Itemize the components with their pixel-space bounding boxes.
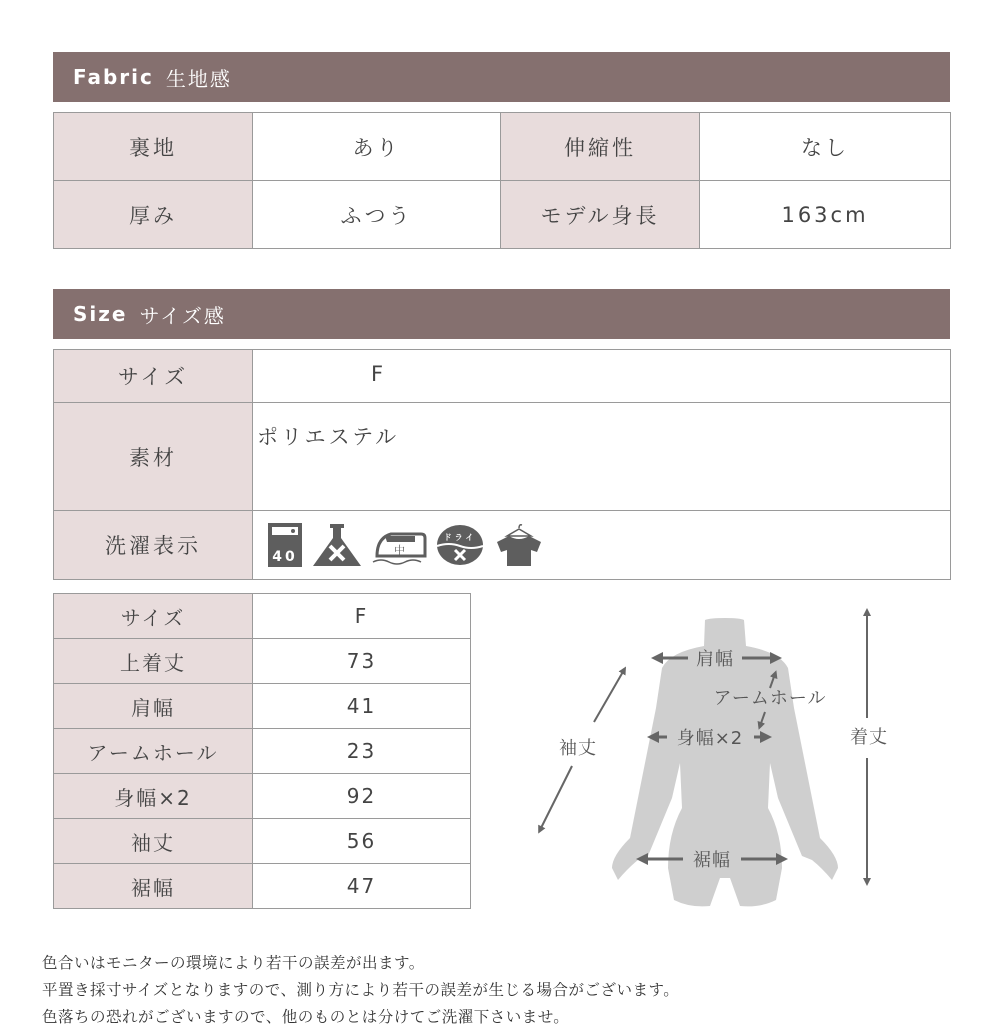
table-row <box>54 639 471 684</box>
measure-value: 41 <box>253 684 471 729</box>
sleeve-arrow-bottom <box>540 766 572 830</box>
measure-label: アームホール <box>54 729 253 774</box>
model-height-label: モデル身長 <box>501 181 700 249</box>
lining-value: あり <box>253 113 501 181</box>
table-row <box>54 594 471 639</box>
fabric-section-header <box>53 52 950 102</box>
note-line: 色落ちの恐れがございますので、他のものとは分けてご洗濯下さいませ。 <box>42 1008 570 1026</box>
measure-label: 袖丈 <box>54 819 253 864</box>
measure-value: 47 <box>253 864 471 909</box>
stretch-label: 伸縮性 <box>501 113 700 181</box>
size-section-header <box>53 289 950 339</box>
fabric-title-en: Fabric <box>73 65 154 89</box>
care-icons-cell <box>253 511 951 580</box>
size-value: F <box>253 350 951 403</box>
lining-label: 裏地 <box>54 113 253 181</box>
hem-label: 裾幅 <box>693 850 731 871</box>
table-row <box>54 819 471 864</box>
sleeve-label: 袖丈 <box>559 738 597 759</box>
care-label: 洗濯表示 <box>54 511 253 580</box>
garment-diagram <box>520 598 920 918</box>
dry-clean-no-icon <box>435 522 485 568</box>
measure-header-value: F <box>253 594 471 639</box>
size-title-en: Size <box>73 302 128 326</box>
measure-label: 身幅×2 <box>54 774 253 819</box>
chest-label: 身幅×2 <box>676 728 744 749</box>
wash-40-icon <box>267 522 303 568</box>
thickness-value: ふつう <box>253 181 501 249</box>
armhole-label: アームホール <box>713 688 827 709</box>
thickness-label: 厚み <box>54 181 253 249</box>
shoulder-label: 肩幅 <box>696 649 734 670</box>
dry-text: ドライ <box>443 533 477 542</box>
material-label: 素材 <box>54 403 253 511</box>
length-label: 着丈 <box>850 727 888 748</box>
table-row <box>54 181 951 249</box>
measure-value: 56 <box>253 819 471 864</box>
measure-value: 92 <box>253 774 471 819</box>
size-title-ja: サイズ感 <box>139 303 226 328</box>
size-label: サイズ <box>54 350 253 403</box>
model-height-value: 163cm <box>700 181 951 249</box>
notes <box>42 950 679 1031</box>
iron-medium-icon <box>371 522 427 568</box>
measure-header-label: サイズ <box>54 594 253 639</box>
table-row <box>54 729 471 774</box>
care-icons <box>253 522 950 568</box>
table-row <box>54 864 471 909</box>
stretch-value: なし <box>700 113 951 181</box>
table-row <box>54 350 951 403</box>
iron-temp-text: 中 <box>394 544 408 557</box>
fabric-title-ja: 生地感 <box>165 66 232 91</box>
fabric-table <box>53 112 951 249</box>
table-row <box>54 774 471 819</box>
measure-value: 73 <box>253 639 471 684</box>
hang-dry-icon <box>493 522 545 568</box>
no-bleach-icon <box>311 522 363 568</box>
note-line: 平置き採寸サイズとなりますので、測り方により若干の誤差が生じる場合がございます。 <box>42 981 680 999</box>
table-row <box>54 684 471 729</box>
table-row <box>54 113 951 181</box>
measure-label: 裾幅 <box>54 864 253 909</box>
wash-temp-text: 40 <box>272 549 298 565</box>
size-table <box>53 349 951 580</box>
note-line: 色合いはモニターの環境により若干の誤差が出ます。 <box>42 954 425 972</box>
material-value: ポリエステル <box>253 403 951 511</box>
table-row <box>54 403 951 511</box>
sleeve-arrow-top <box>594 670 624 722</box>
measurement-table <box>53 593 471 909</box>
measure-label: 肩幅 <box>54 684 253 729</box>
measure-value: 23 <box>253 729 471 774</box>
measure-label: 上着丈 <box>54 639 253 684</box>
table-row <box>54 511 951 580</box>
